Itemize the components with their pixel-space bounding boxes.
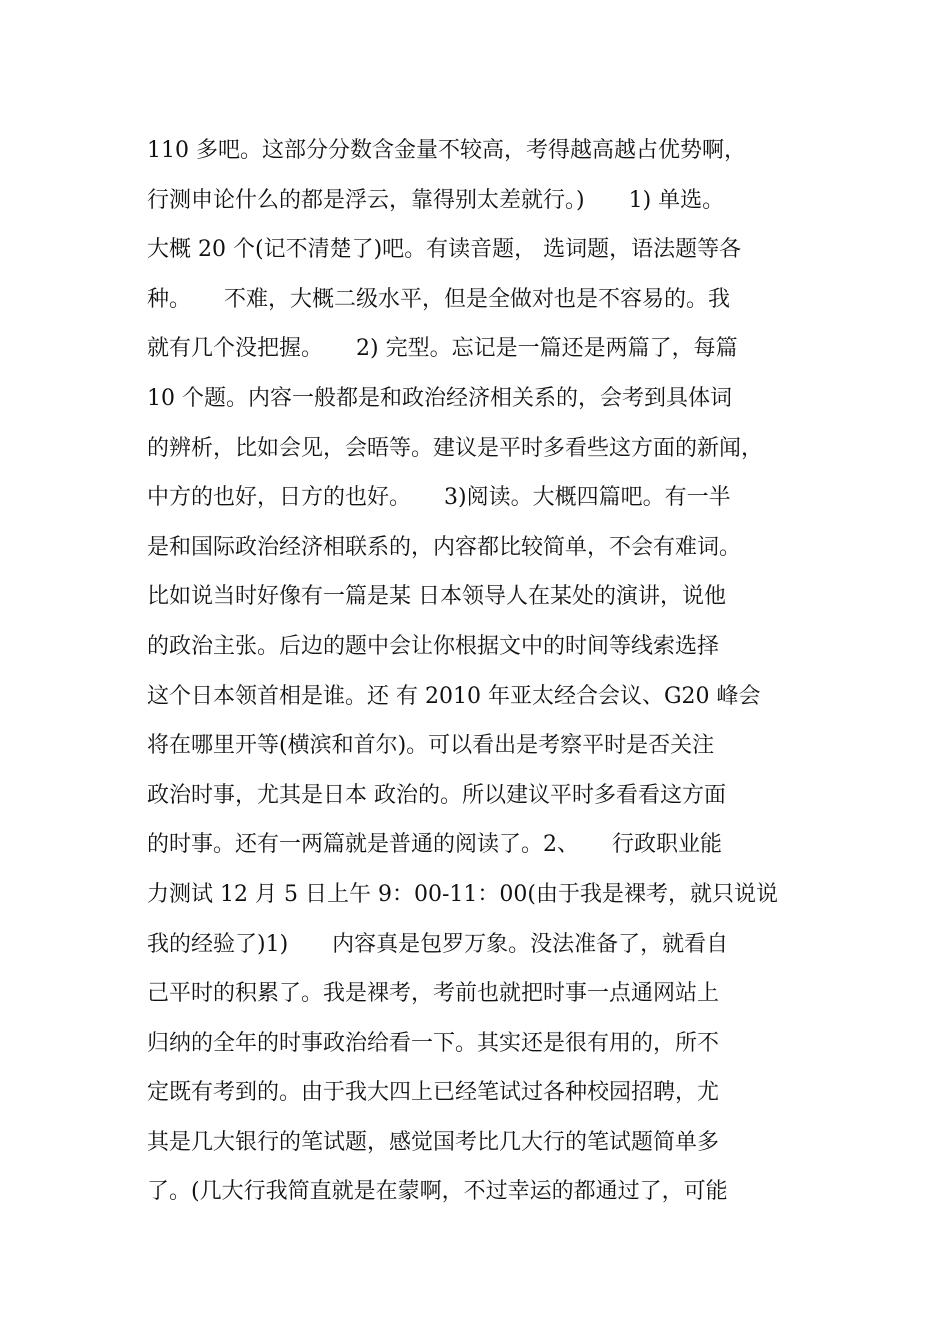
text-line-15: 的时事。还有一两篇就是普通的阅读了。2、 行政职业能 <box>147 832 722 858</box>
text-line-2: 行测申论什么的都是浮云，靠得别太差就行。) 1) 单选。 <box>147 187 725 213</box>
text-line-13: 将在哪里开等(横滨和首尔)。可以看出是考察平时是否关注 <box>147 733 715 759</box>
text-line-12: 这个日本领首相是谁。还 有 2010 年亚太经合会议、G20 峰会 <box>147 683 761 709</box>
text-line-3: 大概 20 个(记不清楚了)吧。有读音题， 选词题，语法题等各 <box>147 237 742 263</box>
text-line-10: 比如说当时好像有一篇是某 日本领导人在某处的演讲，说他 <box>147 584 726 610</box>
text-line-11: 的政治主张。后边的题中会让你根据文中的时间等线索选择 <box>147 633 720 659</box>
text-line-22: 了。(几大行我简直就是在蒙啊，不过幸运的都通过了，可能 <box>147 1179 728 1205</box>
text-line-20: 定既有考到的。由于我大四上已经笔试过各种校园招聘，尤 <box>147 1080 720 1106</box>
text-line-19: 归纳的全年的时事政治给看一下。其实还是很有用的，所不 <box>147 1030 720 1056</box>
text-line-9: 是和国际政治经济相联系的，内容都比较简单，不会有难词。 <box>147 534 742 560</box>
text-line-6: 10 个题。内容一般都是和政治经济相关系的，会考到具体词 <box>147 385 732 411</box>
text-line-16: 力测试 12 月 5 日上午 9：00-11：00(由于我是裸考，就只说说 <box>147 881 778 907</box>
text-line-17: 我的经验了)1) 内容真是包罗万象。没法准备了，就看自 <box>147 931 729 957</box>
text-line-1: 110 多吧。这部分分数含金量不较高，考得越高越占优势啊， <box>147 138 746 163</box>
text-line-7: 的辨析，比如会见，会晤等。建议是平时多看些这方面的新闻， <box>147 435 764 461</box>
text-line-14: 政治时事，尤其是日本 政治的。所以建议平时多看看这方面 <box>147 782 726 808</box>
body-text <box>147 126 847 1217</box>
text-line-5: 就有几个没把握。 2) 完型。忘记是一篇还是两篇了，每篇 <box>147 336 738 362</box>
text-line-8: 中方的也好，日方的也好。 3)阅读。大概四篇吧。有一半 <box>147 485 731 511</box>
text-line-21: 其是几大银行的笔试题，感觉国考比几大行的笔试题简单多 <box>147 1129 720 1155</box>
text-line-4: 种。 不难，大概二级水平，但是全做对也是不容易的。我 <box>147 286 731 312</box>
text-line-18: 己平时的积累了。我是裸考，考前也就把时事一点通网站上 <box>147 981 720 1007</box>
